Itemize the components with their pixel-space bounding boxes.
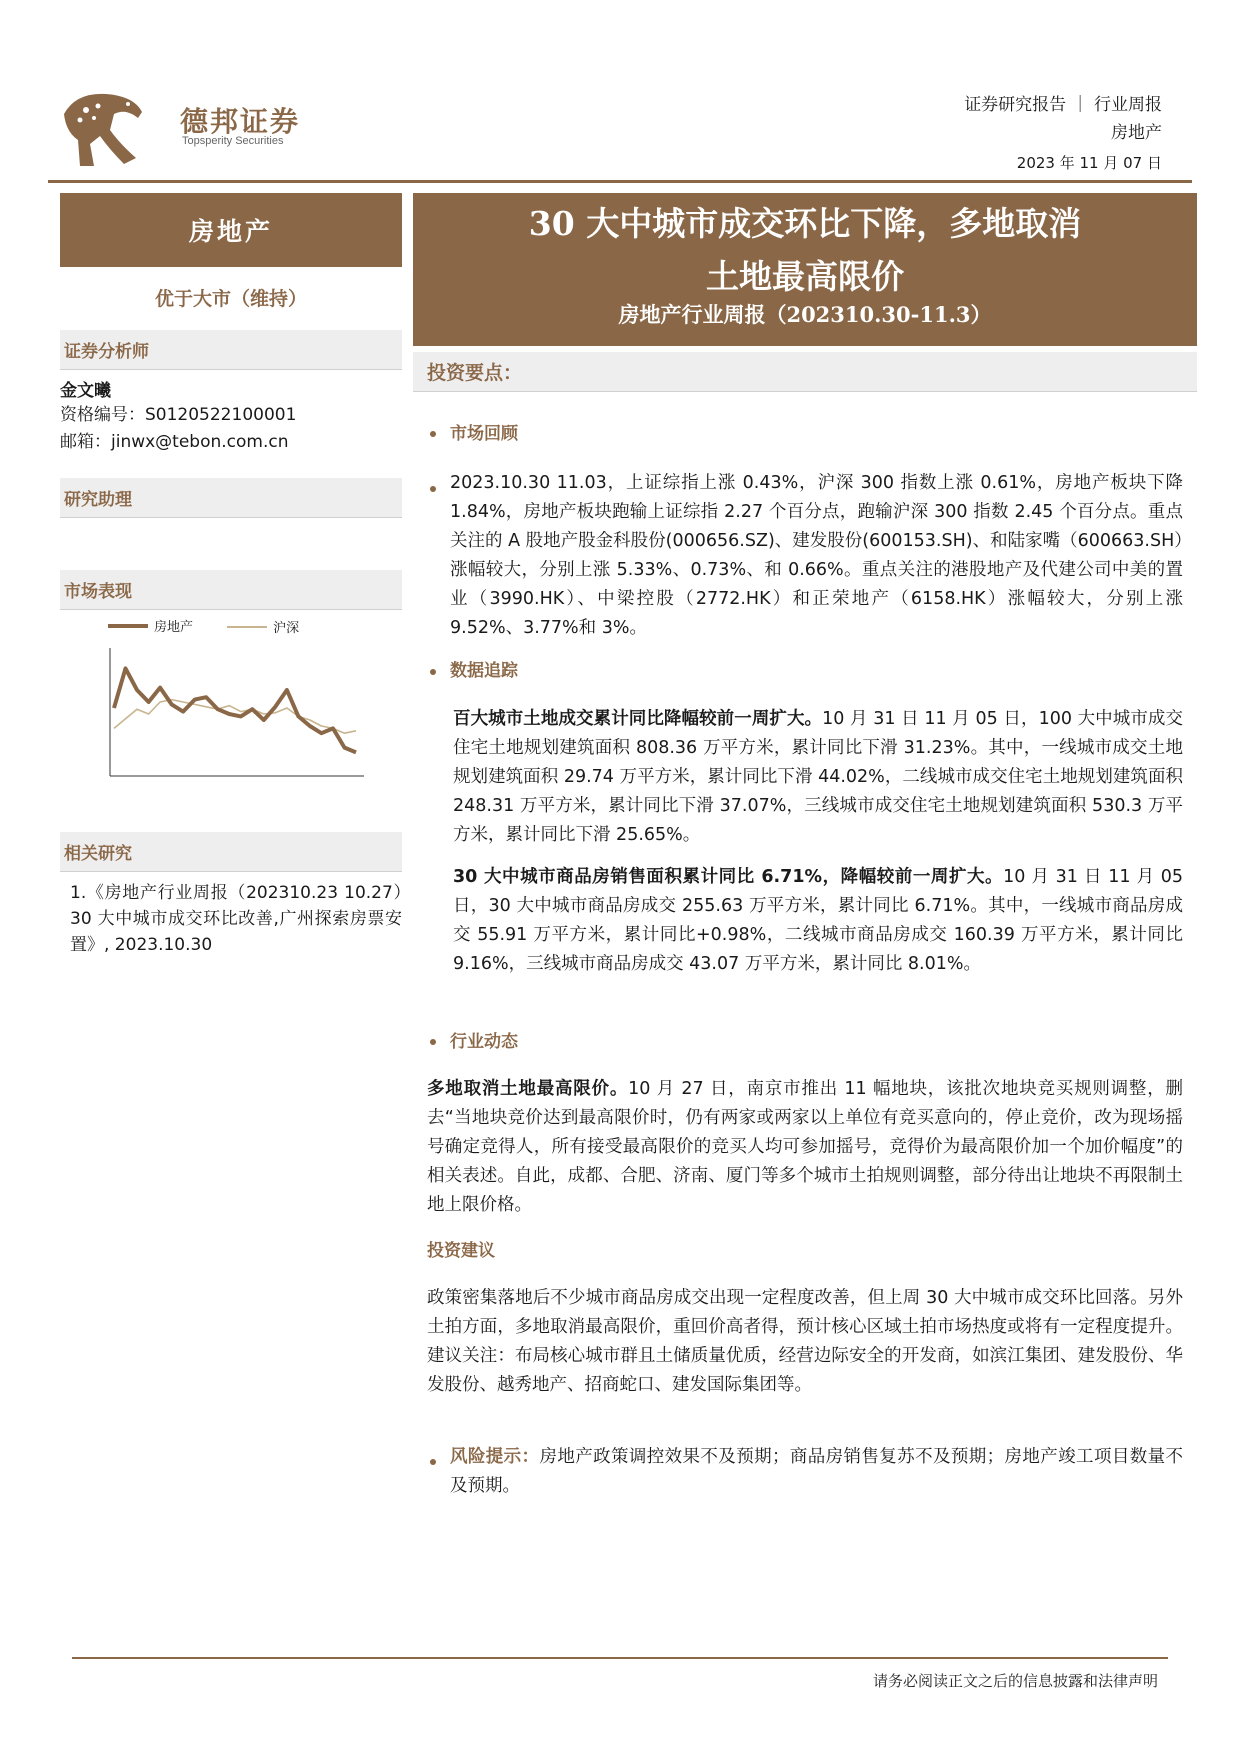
assistant-section-title: 研究助理 [60,478,402,518]
chart-legend [108,616,388,636]
sec-data-tracking-title: 数据追踪 [450,661,518,681]
market-performance-chart [106,644,406,794]
sec-investment-advice-title: 投资建议 [427,1241,495,1261]
risk-text: 房地产政策调控效果不及预期；商品房销售复苏不及预期；房地产竣工项目数量不及预期。 [450,1447,1183,1496]
related-section-title: 相关研究 [60,832,402,872]
risk-warning [450,1443,1183,1501]
cert-number: S0120522100001 [145,405,297,425]
analyst-name: 金文曦 [60,381,111,401]
analyst-section-title: 证券分析师 [60,330,402,370]
sec-industry-news-title: 行业动态 [450,1032,518,1052]
related-report-item[interactable]: 1.《房地产行业周报（202310.23 10.27）30 大中城市成交环比改善,广州探索房票安置》, 2023.10.30 [70,883,402,955]
rating: 优于大市（维持） [154,288,307,310]
legend-swatch [227,626,267,628]
para1-text: 10 月 31 日 11 月 05 日，100 大中城市成交住宅土地规划建筑面积 808.36 万平方米，累计同比下滑 31.23%。其中，一线城市成交土地规划建筑面积 29.74 万平方米，累计同比下滑 44.02%，二线城市成交住宅土地规划建筑面积 248.31 万平方米，累计同比下滑 37.07%，三线城市成交住宅土地规划建筑面积 530.3 万平方米，累计同比下滑 25.65%。 [453,709,1183,845]
market-section-title: 市场表现 [60,570,402,610]
header-sector: 房地产 [1111,123,1162,143]
cert-line [60,400,402,425]
report-title-line2: 土地最高限价 [706,257,904,296]
key-points-bar: 投资要点： [413,352,1197,392]
brand-name-en: Topsperity Securities [182,135,284,147]
series-line-0 [114,668,356,752]
sec-industry-news-body [427,1075,1183,1220]
bullet-icon [430,669,436,675]
legend-swatch [108,624,148,628]
email-line [60,427,402,452]
para1-lead: 百大城市土地成交累计同比降幅较前一周扩大。 [453,709,823,729]
email-link[interactable]: jinwx@tebon.com.cn [111,432,289,452]
risk-label: 风险提示： [450,1447,540,1467]
sec-data-tracking-para1 [453,705,1183,850]
brand-name-cn: 德邦证券 [180,105,301,138]
bullet-icon [430,486,436,492]
report-subtitle: 房地产行业周报（202310.30-11.3） [618,302,992,327]
sec-data-tracking-para2 [453,863,1183,979]
footer-disclaimer: 请务必阅读正文之后的信息披露和法律声明 [872,1672,1158,1690]
title-box [413,193,1197,346]
bullet-icon [430,431,436,437]
report-date: 2023 年 11 月 07 日 [1016,154,1162,172]
report-type: 证券研究报告 ｜ 行业周报 [964,95,1162,115]
cert-label: 资格编号： [60,405,145,425]
bullet-icon [430,1459,436,1465]
legend-label: 沪深 [273,621,300,636]
header-divider [48,180,1192,183]
sec-market-review-body: 2023.10.30 11.03，上证综指上涨 0.43%，沪深 300 指数上涨 0.61%，房地产板块下降 1.84%，房地产板块跑输上证综指 2.27 个百分点，跑输沪深 300 指数 2.45 个百分点。重点关注的 A 股地产股金科股份(000656.SZ)、建发股份(600153.SH)、和陆家嘴（600663.SH）涨幅较大，分别上涨 5.33%、0.73%、和 0.66%。重点关注的港股地产及代建公司中美的置业（3990.HK）、中梁控股（2772.HK）和正荣地产（6158.HK）涨幅较大，分别上涨 9.52%、3.77%和 3%。 [450,473,1183,638]
company-logo [56,84,156,174]
legend-item-realestate [108,616,193,635]
news-text: 10 月 27 日，南京市推出 11 幅地块，该批次地块竞买规则调整，删去“当地块竞价达到最高限价时，仍有两家或两家以上单位有竞买意向的，停止竞价，改为现场摇号确定竞得人，所有接受最高限价的竞买人均可参加摇号，竞得价为最高限价加一个加价幅度”的相关表述。自此，成都、合肥、济南、厦门等多个城市土拍规则调整，部分待出让地块不再限制土地上限价格。 [427,1079,1184,1215]
bullet-icon [430,1039,436,1045]
legend-label: 房地产 [154,620,194,635]
news-lead: 多地取消土地最高限价。 [427,1079,629,1099]
para2-lead: 30 大中城市商品房销售面积累计同比 6.71%，降幅较前一周扩大。 [453,867,1004,887]
footer-divider [72,1657,1168,1659]
sec-investment-advice-body: 政策密集落地后不少城市商品房成交出现一定程度改善，但上周 30 大中城市成交环比回落。另外土拍方面，多地取消最高限价，重回价高者得，预计核心区域土拍市场热度或将有一定程度提升。建议关注：布局核心城市群且土储质量优质，经营边际安全的开发商，如滨江集团、建发股份、华发股份、越秀地产、招商蛇口、建发国际集团等。 [427,1288,1183,1395]
email-label: 邮箱： [60,432,111,452]
sector-box: 房地产 [60,193,402,267]
para2-text: 10 月 31 日 11 月 05 日，30 大中城市商品房成交 255.63 万平方米，累计同比 6.71%。其中，一线城市商品房成交 55.91 万平方米，累计同比+0.98%，二线城市商品房成交 160.39 万平方米，累计同比 9.16%，三线城市商品房成交 43.07 万平方米，累计同比 8.01%。 [453,867,1183,974]
legend-item-hs300 [227,617,299,636]
sec-market-review-title: 市场回顾 [450,424,518,444]
report-title-line1: 30 大中城市成交环比下降，多地取消 [528,204,1082,243]
